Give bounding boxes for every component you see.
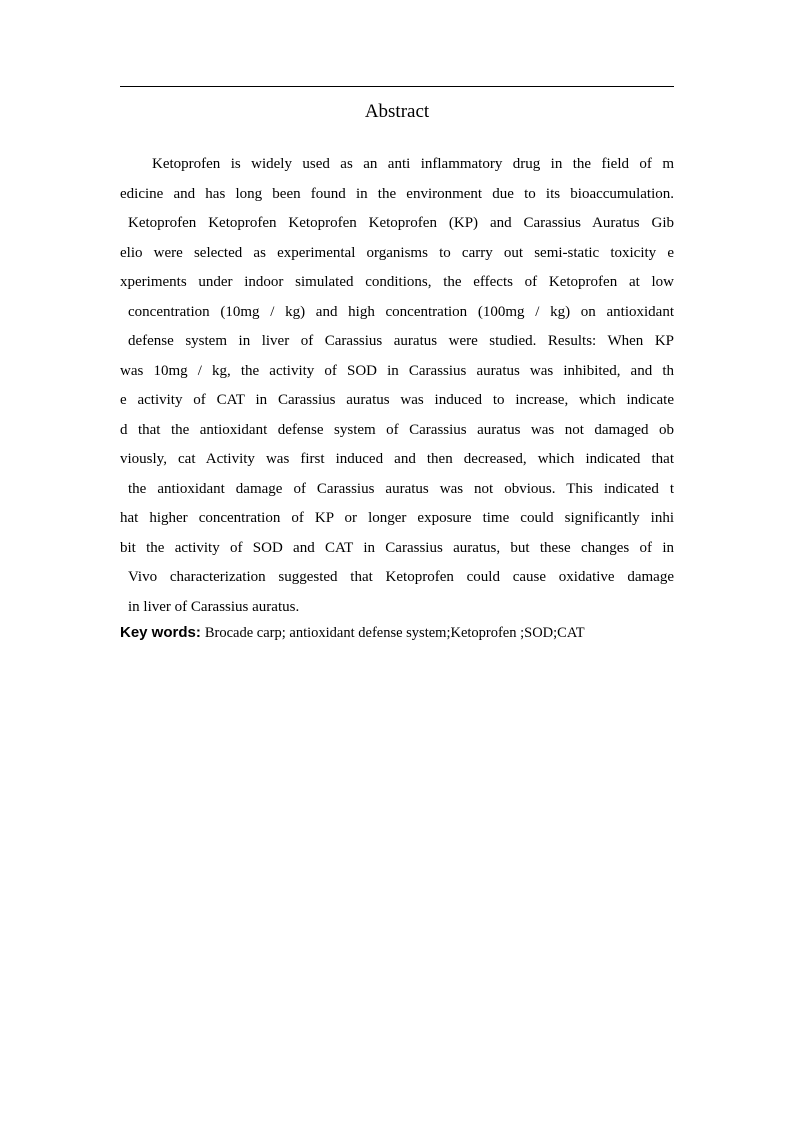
abstract-line: defense system in liver of Carassius auratus were studied. Results: When KP xyxy=(128,333,674,349)
abstract-line: viously, cat Activity was first induced and then decreased, which indicated that xyxy=(120,451,674,467)
abstract-line: hat higher concentration of KP or longer exposure time could significantly inhi xyxy=(120,510,674,526)
keywords-line xyxy=(120,622,674,644)
abstract-line: was 10mg / kg, the activity of SOD in Carassius auratus was inhibited, and th xyxy=(120,362,674,379)
abstract-line: the antioxidant damage of Carassius auratus was not obvious. This indicated t xyxy=(128,480,674,497)
abstract-line: xperiments under indoor simulated conditions, the effects of Ketoprofen at low xyxy=(120,274,674,290)
abstract-line: Ketoprofen is widely used as an anti inflammatory drug in the field of m xyxy=(152,156,674,172)
abstract-line: bit the activity of SOD and CAT in Carassius auratus, but these changes of in xyxy=(120,539,674,556)
abstract-line: e activity of CAT in Carassius auratus was induced to increase, which indicate xyxy=(120,392,674,408)
keywords-label: Key words: xyxy=(120,624,201,641)
abstract-line: elio were selected as experimental organisms to carry out semi-static toxicity e xyxy=(120,244,674,261)
abstract-line: Ketoprofen Ketoprofen Ketoprofen Ketoprofen (KP) and Carassius Auratus Gib xyxy=(128,215,674,231)
abstract-title: Abstract xyxy=(364,101,430,122)
header-rule xyxy=(120,86,674,87)
abstract-line: Vivo characterization suggested that Ketoprofen could cause oxidative damage xyxy=(128,569,674,585)
abstract-body xyxy=(120,150,674,622)
abstract-line: d that the antioxidant defense system of Carassius auratus was not damaged ob xyxy=(120,421,674,438)
abstract-line: concentration (10mg / kg) and high concentration (100mg / kg) on antioxidant xyxy=(128,303,674,320)
abstract-line: in liver of Carassius auratus. xyxy=(128,598,300,615)
keywords-text: Brocade carp; antioxidant defense system;Ketoprofen ;SOD;CAT xyxy=(204,625,585,641)
abstract-line: edicine and has long been found in the environment due to its bioaccumulation. xyxy=(120,185,674,202)
